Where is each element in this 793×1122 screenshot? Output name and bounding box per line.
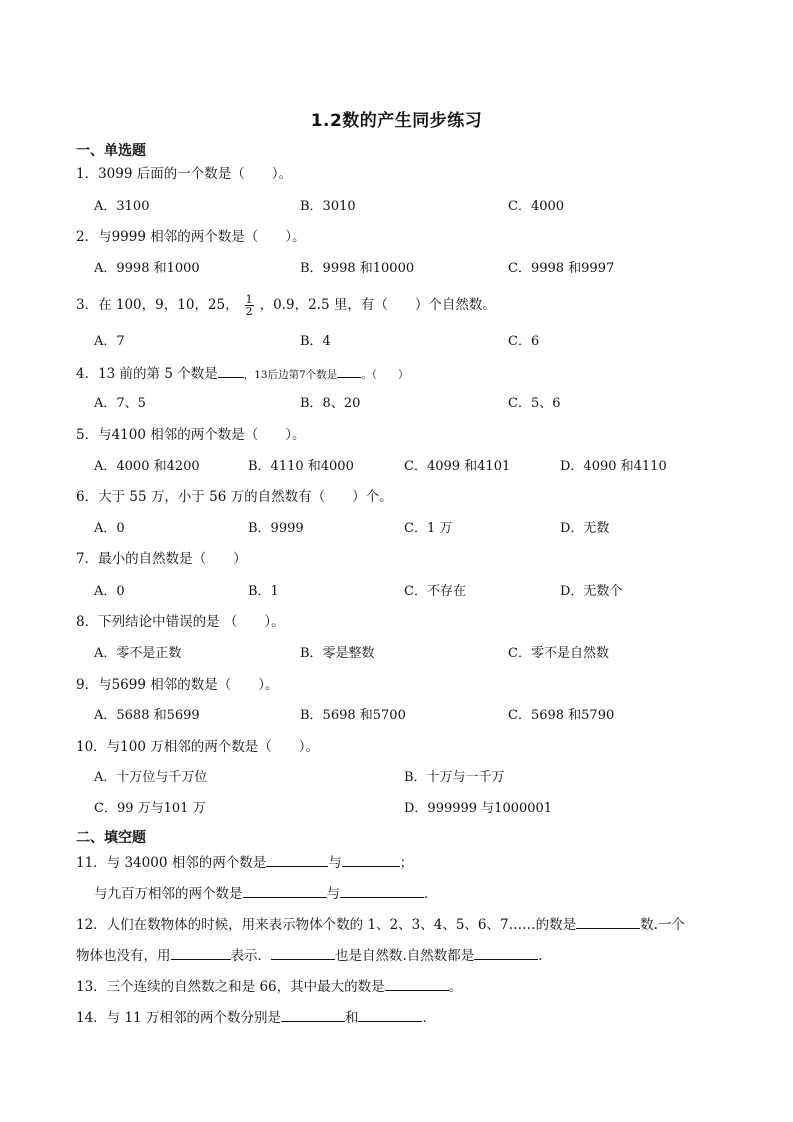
q12-text-d: 表示． [230, 948, 271, 964]
q6-option-b[interactable]: B．9999 [248, 521, 304, 536]
q1-option-c[interactable]: C．4000 [508, 199, 565, 214]
question-1: 1．3099 后面的一个数是（ ）。 [76, 166, 292, 182]
q12-text-e: 也是自然数.自然数都是 [335, 948, 475, 964]
q1-option-a[interactable]: A．3100 [94, 199, 150, 214]
q11-text-b: 与 [328, 855, 342, 871]
q9-option-c[interactable]: C．5698 和5790 [508, 708, 615, 723]
q11-text-a: 11．与 34000 相邻的两个数是 [76, 855, 267, 871]
q8-option-b[interactable]: B．零是整数 [300, 646, 375, 661]
question-8: 8．下列结论中错误的是 （ ）。 [76, 614, 285, 630]
q11-text-e: 与 [326, 886, 340, 902]
q4-part3: 。（ ） [361, 369, 409, 381]
q4-option-b[interactable]: B．8、20 [300, 396, 361, 411]
q5-option-a[interactable]: A．4000 和4200 [94, 459, 200, 474]
q4-option-a[interactable]: A．7、5 [94, 396, 146, 411]
q5-option-c[interactable]: C．4099 和4101 [404, 459, 511, 474]
q2-option-a[interactable]: A．9998 和1000 [94, 261, 200, 276]
q13-blank-1[interactable] [385, 976, 449, 991]
page-title: 1.2数的产生同步练习 [310, 111, 483, 131]
q10-option-d[interactable]: D．999999 与1000001 [404, 801, 553, 816]
q7-option-c[interactable]: C．不存在 [404, 584, 466, 599]
q14-blank-1[interactable] [281, 1007, 345, 1022]
fraction-denominator: 2 [245, 305, 253, 318]
q13-text-a: 13．三个连续的自然数之和是 66，其中最大的数是 [76, 979, 385, 995]
question-12-line-2 [76, 945, 552, 965]
q14-blank-2[interactable] [358, 1007, 422, 1022]
q3-text-before: 3．在 100，9，10，25， [76, 297, 239, 313]
question-4 [76, 363, 409, 384]
question-14 [76, 1007, 436, 1027]
question-2: 2．与9999 相邻的两个数是（ ）。 [76, 229, 306, 245]
question-10: 10．与100 万相邻的两个数是（ ）。 [76, 739, 319, 755]
q11-blank-4[interactable] [340, 883, 424, 898]
question-11-line-2 [94, 883, 438, 903]
q11-text-c: ； [399, 855, 414, 871]
q10-option-b[interactable]: B．十万与一千万 [404, 770, 505, 785]
q8-option-a[interactable]: A．零不是正数 [94, 646, 182, 661]
q1-option-b[interactable]: B．3010 [300, 199, 356, 214]
q12-text-c: 物体也没有，用 [76, 948, 171, 964]
question-12-line-1 [76, 914, 685, 934]
q11-text-f: ． [424, 886, 438, 902]
q14-text-c: ． [422, 1010, 436, 1026]
q2-option-c[interactable]: C．9998 和9997 [508, 261, 615, 276]
q12-text-b: 数.一个 [640, 917, 685, 933]
q8-option-c[interactable]: C．零不是自然数 [508, 646, 609, 661]
q14-text-a: 14．与 11 万相邻的两个数分别是 [76, 1010, 281, 1026]
q9-option-a[interactable]: A．5688 和5699 [94, 708, 200, 723]
q3-option-a[interactable]: A．7 [94, 334, 125, 349]
q4-part1: 4．13 前的第 5 个数是 [76, 366, 218, 382]
q10-option-c[interactable]: C．99 万与101 万 [94, 801, 206, 816]
q11-blank-2[interactable] [342, 852, 400, 867]
q10-option-a[interactable]: A．十万位与千万位 [94, 770, 208, 785]
q13-text-b: 。 [448, 979, 463, 995]
q3-option-b[interactable]: B．4 [300, 334, 331, 349]
question-5: 5．与4100 相邻的两个数是（ ）。 [76, 427, 306, 443]
q4-blank-2[interactable] [337, 363, 361, 378]
q2-option-b[interactable]: B．9998 和10000 [300, 261, 415, 276]
q5-option-b[interactable]: B．4110 和4000 [248, 459, 354, 474]
q12-blank-2[interactable] [171, 945, 231, 960]
q11-blank-3[interactable] [243, 883, 327, 898]
fraction-numerator: 1 [245, 293, 253, 306]
q6-option-c[interactable]: C．1 万 [404, 521, 453, 536]
fraction-one-half [245, 294, 254, 317]
q12-text-a: 12．人们在数物体的时候，用来表示物体个数的 1、2、3、4、5、6、7……的数是 [76, 917, 577, 933]
q12-text-f: ． [538, 948, 552, 964]
q14-text-b: 和 [344, 1010, 359, 1026]
q7-option-b[interactable]: B．1 [248, 584, 279, 599]
q4-part2: ，13后边第7个数是 [243, 369, 338, 381]
question-9: 9．与5699 相邻的数是（ ）。 [76, 677, 279, 693]
q7-option-a[interactable]: A．0 [94, 584, 125, 599]
q7-option-d[interactable]: D．无数个 [560, 584, 623, 599]
q9-option-b[interactable]: B．5698 和5700 [300, 708, 406, 723]
q3-option-c[interactable]: C．6 [508, 334, 540, 349]
question-6: 6．大于 55 万，小于 56 万的自然数有（ ）个。 [76, 489, 393, 505]
question-7: 7．最小的自然数是（ ） [76, 551, 247, 567]
q12-blank-1[interactable] [576, 914, 640, 929]
section-single-choice: 一、单选题 [76, 143, 146, 159]
q12-blank-4[interactable] [474, 945, 538, 960]
q4-option-c[interactable]: C．5、6 [508, 396, 561, 411]
q12-blank-3[interactable] [271, 945, 335, 960]
q4-blank-1[interactable] [218, 363, 244, 378]
q3-text-after: ，0.9，2.5 里，有（ ）个自然数。 [259, 297, 496, 313]
section-fill-blank: 二、填空题 [76, 830, 146, 846]
q5-option-d[interactable]: D．4090 和4110 [560, 459, 667, 474]
question-13 [76, 976, 462, 996]
q6-option-a[interactable]: A．0 [94, 521, 125, 536]
question-11-line-1 [76, 852, 413, 872]
q11-text-d: 与九百万相邻的两个数是 [94, 886, 243, 902]
q6-option-d[interactable]: D．无数 [560, 521, 610, 536]
question-3 [76, 292, 496, 318]
q11-blank-1[interactable] [266, 852, 328, 867]
